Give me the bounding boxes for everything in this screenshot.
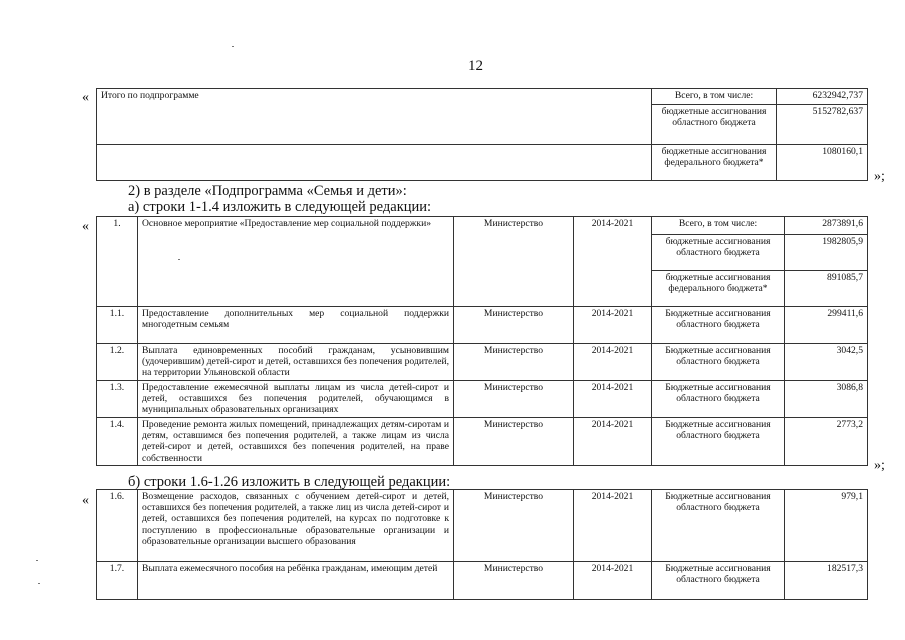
row-num: 1.7.: [97, 562, 138, 600]
row-source: Бюджетные ассигнования областного бюджета: [652, 490, 785, 562]
row-executor: Министерство: [454, 344, 574, 381]
open-quote: «: [82, 90, 89, 105]
row-name: Выплата единовременных пособий гражданам, усыновившим (удочерившим) детей-сирот и детей, оставшихся без попечения родителей, на территории Ульяновской области: [138, 344, 454, 381]
main-total-value: 2873891,6: [785, 217, 868, 235]
row-source: Бюджетные ассигнования областного бюджета: [652, 418, 785, 466]
scan-speck: [232, 46, 234, 47]
row-period: 2014-2021: [574, 418, 652, 466]
table-row: [97, 562, 868, 600]
row-num: 1.2.: [97, 344, 138, 381]
close-quote: »;: [874, 169, 885, 184]
row-value: 299411,6: [785, 307, 868, 344]
row-executor: Министерство: [454, 562, 574, 600]
scan-speck: [36, 560, 38, 561]
main-federal-value: 891085,7: [785, 271, 868, 307]
itogo-federal-label: бюджетные ассигнования федерального бюджета*: [652, 145, 777, 181]
table-a: [96, 216, 868, 466]
itogo-regional-value: 5152782,637: [777, 105, 868, 145]
close-quote: »;: [874, 458, 885, 473]
row-num: 1.: [97, 217, 138, 307]
itogo-total-label: Всего, в том числе:: [652, 89, 777, 105]
row-name: Проведение ремонта жилых помещений, принадлежащих детям-сиротам и детям, оставшимся без попечения родителей, а также лицам из числа детей-сирот и детей, оставшихся без попечения родителей, на праве собственности: [138, 418, 454, 466]
row-name: Предоставление дополнительных мер социальной поддержки многодетным семьям: [138, 307, 454, 344]
row-value: 182517,3: [785, 562, 868, 600]
row-num: 1.3.: [97, 381, 138, 418]
itogo-table: [96, 88, 868, 181]
open-quote: «: [82, 219, 89, 234]
page-number: 12: [468, 58, 483, 74]
row-num: 1.4.: [97, 418, 138, 466]
row-period: 2014-2021: [574, 217, 652, 307]
table-row: [97, 344, 868, 381]
itogo-blank-cell: [97, 145, 652, 181]
row-executor: Министерство: [454, 490, 574, 562]
row-executor: Министерство: [454, 418, 574, 466]
row-value: 3042,5: [785, 344, 868, 381]
itogo-total-value: 6232942,737: [777, 89, 868, 105]
main-regional-value: 1982805,9: [785, 235, 868, 271]
main-regional-label: бюджетные ассигнования областного бюджета: [652, 235, 785, 271]
table-b: [96, 489, 868, 600]
row-value: 3086,8: [785, 381, 868, 418]
open-quote: «: [82, 493, 89, 508]
row-period: 2014-2021: [574, 344, 652, 381]
row-source: Бюджетные ассигнования областного бюджета: [652, 381, 785, 418]
row-period: 2014-2021: [574, 562, 652, 600]
row-period: 2014-2021: [574, 381, 652, 418]
row-name: Предоставление ежемесячной выплаты лицам из числа детей-сирот и детей, оставшихся без попечения родителей, обучающимся в муниципальных образовательных организациях: [138, 381, 454, 418]
row-name: Выплата ежемесячного пособия на ребёнка гражданам, имеющим детей: [138, 562, 454, 600]
row-source: Бюджетные ассигнования областного бюджета: [652, 344, 785, 381]
table-row: [97, 381, 868, 418]
scan-speck: [38, 583, 40, 584]
row-period: 2014-2021: [574, 490, 652, 562]
table-row: [97, 418, 868, 466]
main-federal-label: бюджетные ассигнования федерального бюджета*: [652, 271, 785, 307]
itogo-blank-cell: [97, 105, 652, 145]
row-source: Бюджетные ассигнования областного бюджета: [652, 562, 785, 600]
row-num: 1.1.: [97, 307, 138, 344]
main-total-label: Всего, в том числе:: [652, 217, 785, 235]
itogo-federal-value: 1080160,1: [777, 145, 868, 181]
row-num: 1.6.: [97, 490, 138, 562]
row-executor: Министерство: [454, 217, 574, 307]
row-period: 2014-2021: [574, 307, 652, 344]
row-executor: Министерство: [454, 307, 574, 344]
heading-b: б) строки 1.6-1.26 изложить в следующей редакции:: [128, 474, 451, 490]
row-value: 979,1: [785, 490, 868, 562]
row-name: Основное мероприятие «Предоставление мер социальной поддержки»: [138, 217, 454, 307]
itogo-title: Итого по подпрограмме: [97, 89, 652, 105]
heading-section-2: 2) в разделе «Подпрограмма «Семья и дети»:: [128, 183, 407, 199]
row-source: Бюджетные ассигнования областного бюджета: [652, 307, 785, 344]
heading-a: а) строки 1-1.4 изложить в следующей редакции:: [128, 199, 432, 215]
table-row: [97, 490, 868, 562]
itogo-regional-label: бюджетные ассигнования областного бюджета: [652, 105, 777, 145]
row-name: Возмещение расходов, связанных с обучением детей-сирот и детей, оставшихся без попечения родителей, а также лиц из числа детей-сирот и детей, оставшихся без попечения родителей, на курсах по подготовке к поступлению в профессиональные образовательные организации и образовательные организации высшего образования: [138, 490, 454, 562]
row-executor: Министерство: [454, 381, 574, 418]
row-value: 2773,2: [785, 418, 868, 466]
table-row: [97, 307, 868, 344]
